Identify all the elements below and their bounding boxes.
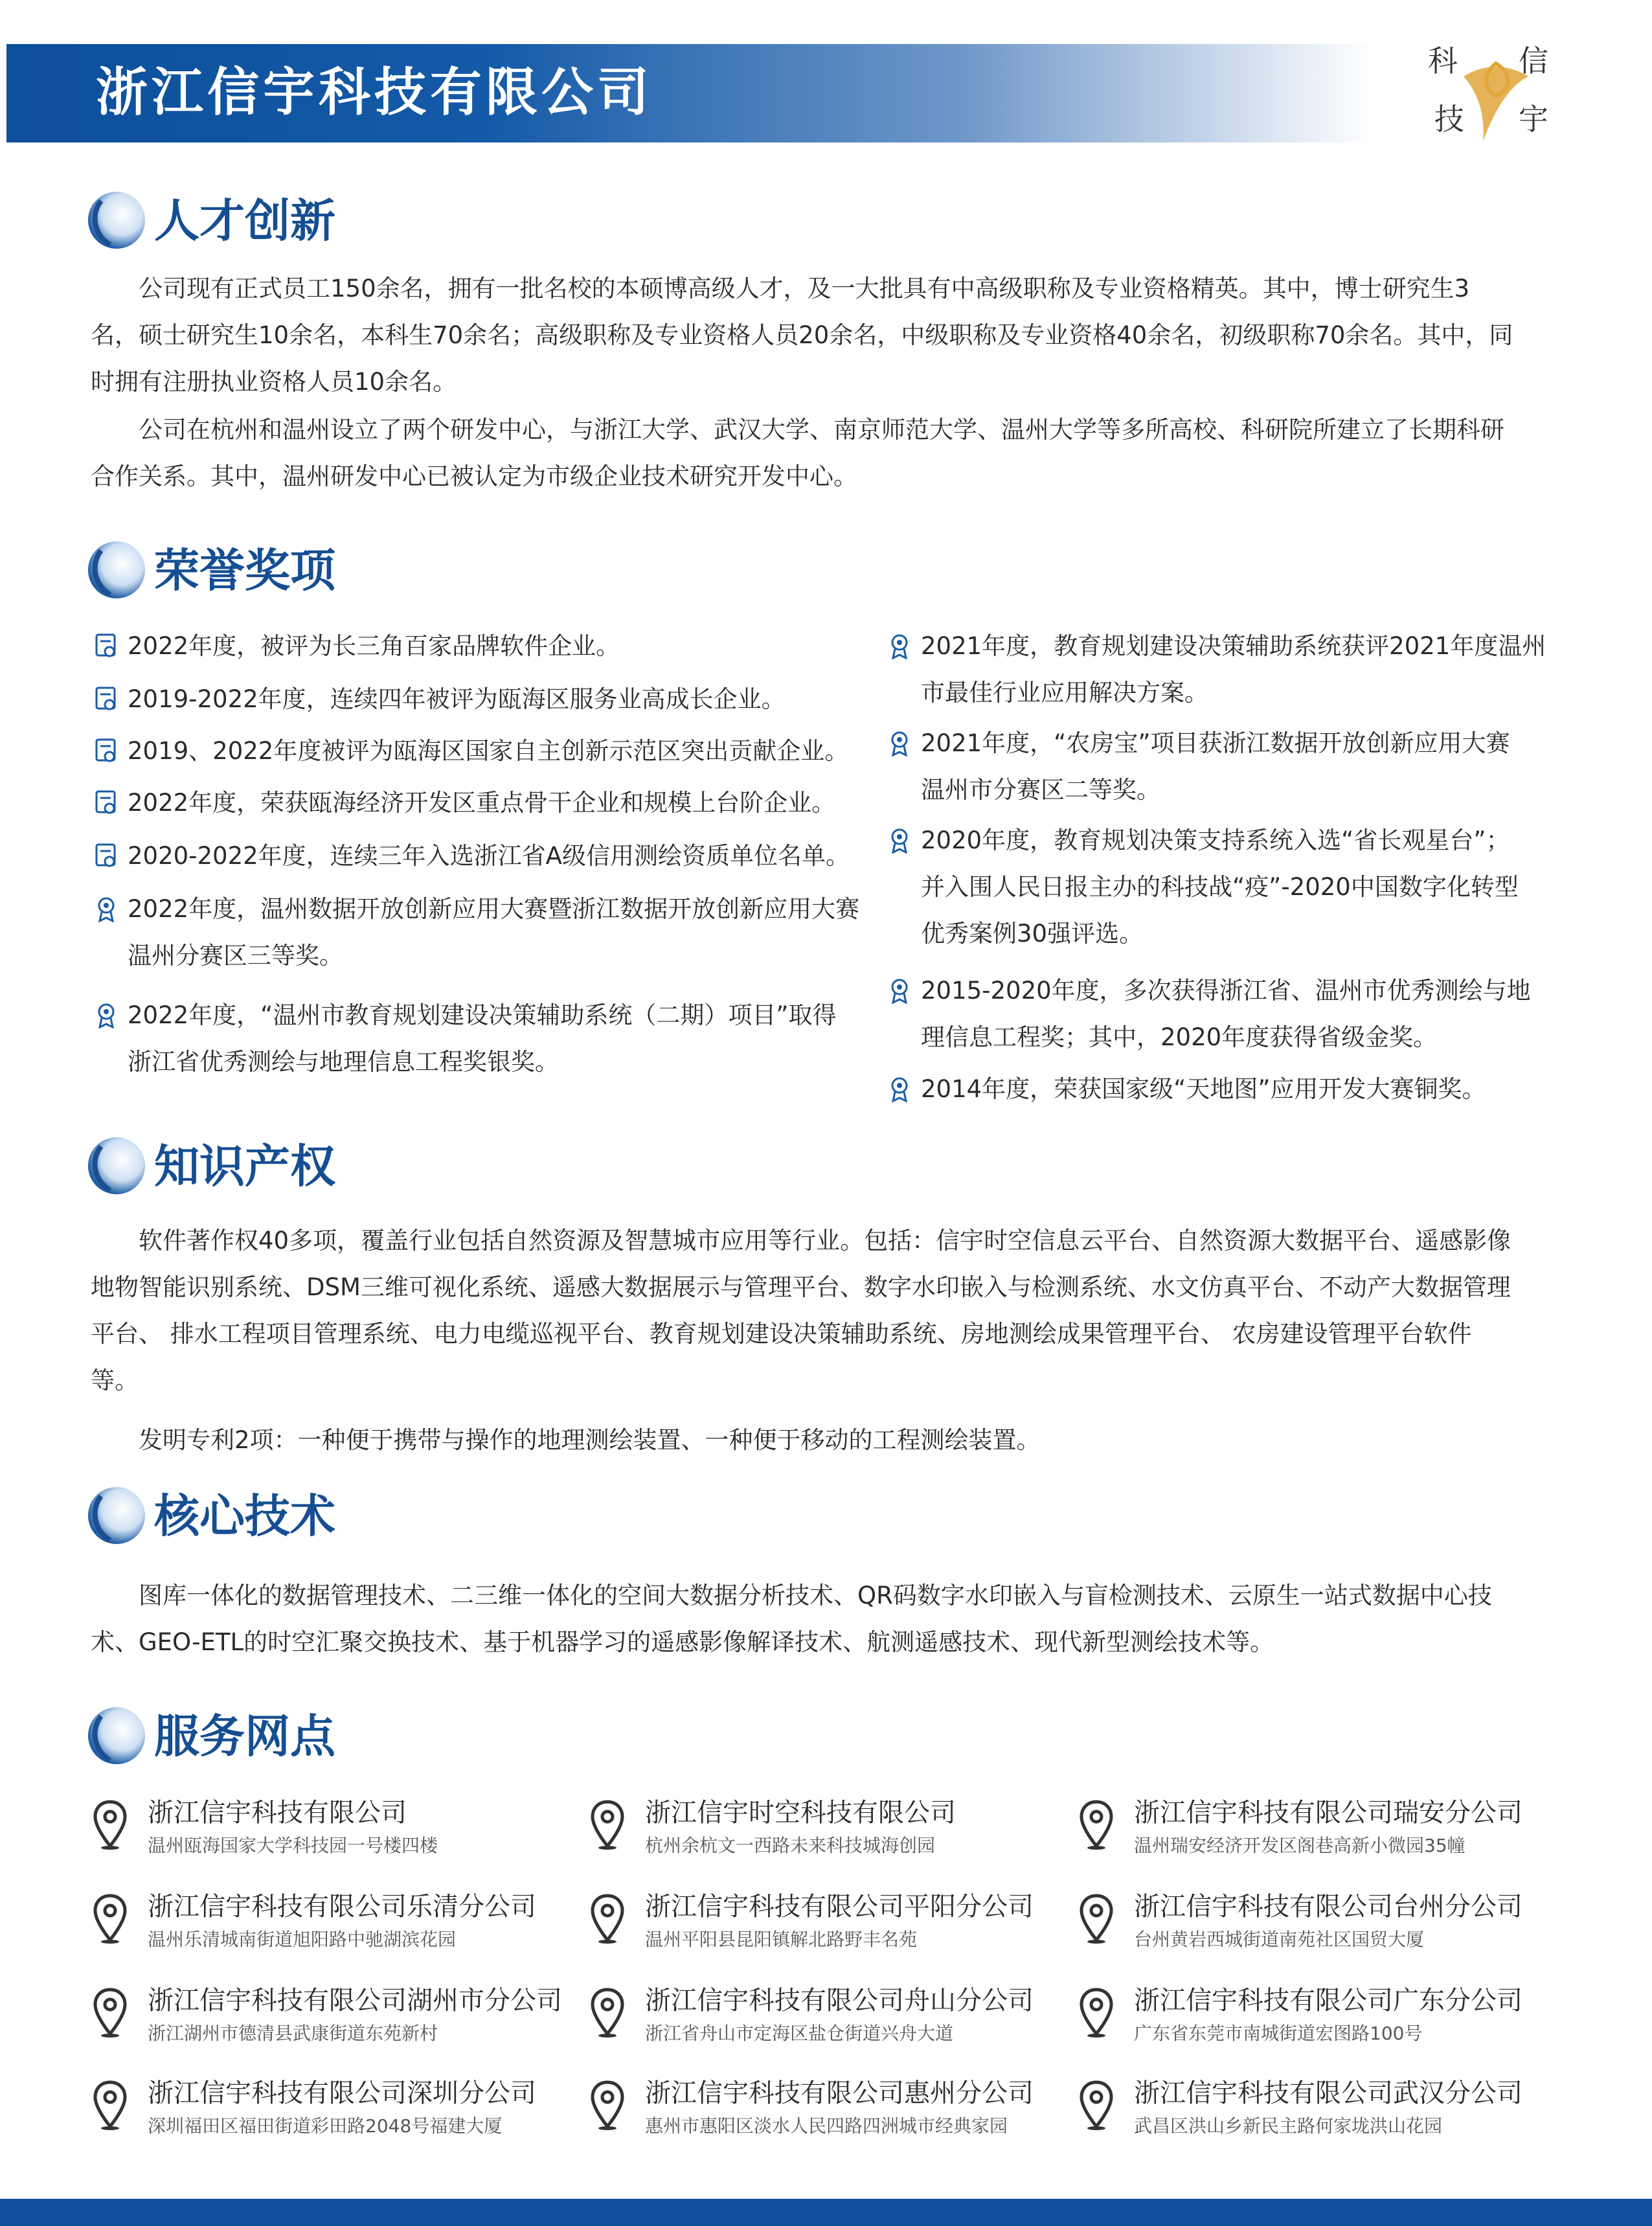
service-address: 深圳福田区福田街道彩田路2048号福建大厦 xyxy=(148,2115,503,2137)
award-text: 2022年度，被评为长三角百家品牌软件企业。 xyxy=(128,632,620,660)
service-address: 浙江省舟山市定海区盐仓街道兴舟大道 xyxy=(645,2023,954,2044)
service-address: 温州瓯海国家大学科技园一号楼四楼 xyxy=(148,1835,438,1856)
certificate-icon xyxy=(94,687,119,712)
award-text: 2019、2022年度被评为瓯海区国家自主创新示范区突出贡献企业。 xyxy=(128,737,849,765)
core-paragraph: 图库一体化的数据管理技术、二三维一体化的空间大数据分析技术、QR码数字水印嵌入与盲检测技术、云原生一站式数据中心技术、GEO-ETL的时空汇聚交换技术、基于机器学习的遥感影像解译技术、航测遥感技术、现代新型测绘技术等。 xyxy=(91,1582,1492,1656)
service-address: 武昌区洪山乡新民主路何家垅洪山花园 xyxy=(1134,2115,1443,2137)
award-text: 2022年度，温州数据开放创新应用大赛暨浙江数据开放创新应用大赛 xyxy=(128,895,860,923)
award-text: 并入围人民日报主办的科技战“疫”-2020中国数字化转型 xyxy=(921,873,1519,901)
location-pin-icon xyxy=(92,1987,128,2039)
location-pin-icon xyxy=(589,1987,626,2039)
company-logo xyxy=(1421,31,1561,148)
certificate-icon xyxy=(94,843,119,869)
location-pin-icon xyxy=(1078,2080,1115,2131)
service-name: 浙江信宇科技有限公司广东分公司 xyxy=(1134,1986,1522,2016)
trophy-icon xyxy=(94,1003,119,1028)
service-name: 浙江信宇科技有限公司湖州市分公司 xyxy=(148,1986,562,2016)
award-text: 2015-2020年度，多次获得浙江省、温州市优秀测绘与地 xyxy=(921,977,1531,1005)
award-text: 2014年度，荣获国家级“天地图”应用开发大赛铜奖。 xyxy=(921,1075,1486,1103)
location-pin-icon xyxy=(92,2080,128,2131)
award-text: 2022年度，“温州市教育规划建设决策辅助系统（二期）项目”取得 xyxy=(128,1001,837,1029)
service-name: 浙江信宇科技有限公司乐清分公司 xyxy=(148,1892,536,1922)
service-address: 台州黄岩西城街道南苑社区国贸大厦 xyxy=(1134,1929,1425,1950)
section-title: 人才创新 xyxy=(154,194,335,247)
service-address: 广东省东莞市南城街道宏图路100号 xyxy=(1134,2023,1423,2044)
service-name: 浙江信宇科技有限公司台州分公司 xyxy=(1134,1892,1522,1922)
talent-paragraph-1: 公司现有正式员工150余名，拥有一批名校的本硕博高级人才，及一大批具有中高级职称及专业资格精英。其中，博士研究生3名，硕士研究生10余名，本科生70余名；高级职称及专业资格人员20余名，中级职称及专业资格40余名，初级职称70余名。其中，同时拥有注册执业资格人员10余名。 xyxy=(91,275,1513,396)
location-pin-icon xyxy=(92,1799,128,1851)
award-text: 优秀案例30强评选。 xyxy=(921,920,1144,948)
orb-icon xyxy=(84,188,149,253)
section-title: 服务网点 xyxy=(154,1710,335,1763)
service-name: 浙江信宇科技有限公司惠州分公司 xyxy=(645,2078,1034,2108)
trophy-icon xyxy=(887,633,912,659)
trophy-icon xyxy=(94,896,119,922)
award-text: 2021年度，“农房宝”项目获浙江数据开放创新应用大赛 xyxy=(921,729,1510,757)
location-pin-icon xyxy=(1078,1893,1115,1945)
service-address: 温州瑞安经济开发区阁巷高新小微园35幢 xyxy=(1134,1835,1465,1856)
service-address: 温州平阳县昆阳镇解北路野丰名苑 xyxy=(645,1929,918,1950)
award-text: 理信息工程奖；其中，2020年度获得省级金奖。 xyxy=(921,1023,1438,1051)
section-title: 知识产权 xyxy=(154,1140,335,1193)
service-name: 浙江信宇科技有限公司深圳分公司 xyxy=(148,2078,536,2108)
trophy-icon xyxy=(887,1076,912,1102)
logo-char-1: 科 xyxy=(1428,43,1458,78)
award-text: 温州分赛区三等奖。 xyxy=(128,942,343,970)
talent-paragraph-2: 公司在杭州和温州设立了两个研发中心，与浙江大学、武汉大学、南京师范大学、温州大学等多所高校、科研院所建立了长期科研合作关系。其中，温州研发中心已被认定为市级企业技术研究开发中心。 xyxy=(91,416,1504,490)
service-name: 浙江信宇科技有限公司瑞安分公司 xyxy=(1134,1798,1522,1828)
ip-paragraph-2: 发明专利2项：一种便于携带与操作的地理测绘装置、一种便于移动的工程测绘装置。 xyxy=(139,1426,1041,1454)
service-name: 浙江信宇科技有限公司武汉分公司 xyxy=(1134,2078,1522,2108)
trophy-icon xyxy=(887,978,912,1004)
service-name: 浙江信宇时空科技有限公司 xyxy=(645,1798,956,1828)
award-text: 温州市分赛区二等奖。 xyxy=(921,776,1160,804)
award-text: 市最佳行业应用解决方案。 xyxy=(921,679,1208,707)
award-text: 浙江省优秀测绘与地理信息工程奖银奖。 xyxy=(128,1048,559,1076)
location-pin-icon xyxy=(589,2080,626,2131)
location-pin-icon xyxy=(1078,1799,1115,1851)
award-text: 2019-2022年度，连续四年被评为瓯海区服务业高成长企业。 xyxy=(128,685,786,713)
section-title: 核心技术 xyxy=(154,1490,335,1543)
service-address: 浙江湖州市德清县武康街道东苑新村 xyxy=(148,2023,438,2044)
service-name: 浙江信宇科技有限公司 xyxy=(148,1798,407,1828)
logo-char-4: 宇 xyxy=(1519,102,1548,137)
award-text: 2021年度，教育规划建设决策辅助系统获评2021年度温州 xyxy=(921,632,1546,660)
location-pin-icon xyxy=(92,1893,128,1945)
orb-icon xyxy=(84,1483,149,1548)
certificate-icon xyxy=(94,633,119,659)
award-text: 2020年度，教育规划决策支持系统入选“省长观星台”； xyxy=(921,826,1510,854)
certificate-icon xyxy=(94,738,119,764)
service-name: 浙江信宇科技有限公司平阳分公司 xyxy=(645,1892,1034,1922)
service-address: 杭州余杭文一西路未来科技城海创园 xyxy=(645,1835,936,1856)
orb-icon xyxy=(84,538,149,602)
service-address: 温州乐清城南街道旭阳路中驰湖滨花园 xyxy=(148,1929,457,1950)
trophy-icon xyxy=(887,828,912,854)
award-text: 2022年度，荣获瓯海经济开发区重点骨干企业和规模上台阶企业。 xyxy=(128,789,836,817)
location-pin-icon xyxy=(589,1893,626,1945)
logo-char-2: 信 xyxy=(1519,43,1548,78)
orb-icon xyxy=(84,1703,149,1768)
footer-bar xyxy=(0,2199,1652,2226)
logo-char-3: 技 xyxy=(1434,102,1464,137)
ip-paragraph-1: 软件著作权40多项，覆盖行业包括自然资源及智慧城市应用等行业。包括：信宇时空信息云平台、自然资源大数据平台、遥感影像地物智能识别系统、DSM三维可视化系统、遥感大数据展示与管理平台、数字水印嵌入与检测系统、水文仿真平台、不动产大数据管理平台、 排水工程项目管理系统、电力电缆巡视平台、教育规划建设决策辅助系统、房地测绘成果管理平台、 农房建设管理平台软件等。 xyxy=(91,1227,1511,1394)
location-pin-icon xyxy=(1078,1987,1115,2039)
section-title: 荣誉奖项 xyxy=(154,544,335,597)
service-address: 惠州市惠阳区淡水人民四路四洲城市经典家园 xyxy=(645,2115,1008,2137)
award-text: 2020-2022年度，连续三年入选浙江省A级信用测绘资质单位名单。 xyxy=(128,842,850,870)
service-name: 浙江信宇科技有限公司舟山分公司 xyxy=(645,1986,1034,2016)
company-title: 浙江信宇科技有限公司 xyxy=(96,62,653,122)
certificate-icon xyxy=(94,790,119,816)
location-pin-icon xyxy=(589,1799,626,1851)
trophy-icon xyxy=(887,731,912,756)
orb-icon xyxy=(84,1133,149,1198)
